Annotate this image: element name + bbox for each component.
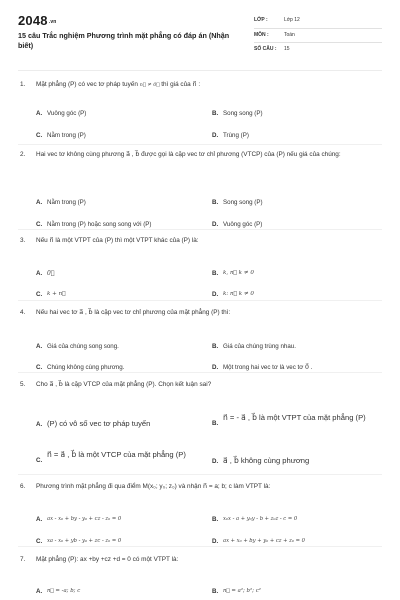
question-7: [18, 555, 382, 595]
question-divider: [18, 300, 382, 301]
header-divider: [18, 70, 382, 71]
option-c[interactable]: C. k + n⃗: [36, 291, 66, 298]
option-d[interactable]: D. Trùng (P): [212, 132, 249, 139]
stem-text: Mặt phẳng (P): ax +by +cz +d = 0 có một VTPT là:: [36, 556, 179, 563]
stem-text: Cho a⃗ , b⃗ là cặp VTCP của mặt phẳng (P). Chọn kết luận sai?: [36, 381, 212, 388]
logo-text: 2048: [18, 13, 48, 28]
question-2: [18, 150, 382, 228]
question-number: 1.: [20, 81, 26, 88]
option-a[interactable]: A. (P) có vô số vec tơ pháp tuyến: [36, 419, 151, 428]
question-5: [18, 380, 382, 465]
info-value: Lớp 12: [284, 17, 300, 23]
question-divider: [18, 546, 382, 547]
question-number: 6.: [20, 483, 26, 490]
info-key: SỐ CÂU :: [254, 46, 277, 52]
stem-math: n⃗ ≠ 0⃗: [139, 82, 160, 88]
page-header: [0, 0, 400, 64]
info-row-class: [254, 14, 382, 29]
option-c[interactable]: C. n⃗ = a⃗ , b⃗ là một VTCP của mặt phẳng (P): [36, 450, 186, 464]
option-d[interactable]: D. Vuông góc (P): [212, 221, 263, 228]
option-b[interactable]: B. k, n⃗ k ≠ 0: [212, 270, 254, 277]
option-d[interactable]: D. k: n⃗ k ≠ 0: [212, 291, 254, 298]
question-stem: [18, 555, 382, 565]
question-divider: [18, 144, 382, 145]
info-row-count: [254, 43, 382, 58]
stem-text: Nếu n⃗ là một VTPT của (P) thì một VTPT khác của (P) là:: [36, 237, 199, 244]
question-number: 4.: [20, 309, 26, 316]
option-c[interactable]: C. xa - x₀ + yb - y₀ + zc - z₀ = 0: [36, 538, 122, 545]
stem-text: Nếu hai vec tơ a⃗ , b⃗ là cặp vec tơ chỉ phương của mặt phẳng (P) thì:: [36, 309, 231, 316]
option-d[interactable]: D. a⃗ , b⃗ không cùng phương: [212, 456, 310, 465]
option-c[interactable]: C. Nằm trong (P): [36, 132, 86, 139]
document-title: 15 câu Trắc nghiệm Phương trình mặt phẳng có đáp án (Nhận biết): [18, 31, 230, 50]
question-stem: [18, 482, 382, 492]
question-3: [18, 236, 382, 298]
question-divider: [18, 372, 382, 373]
site-logo[interactable]: [18, 13, 57, 28]
option-b[interactable]: B. Song song (P): [212, 110, 263, 117]
question-divider: [18, 474, 382, 475]
info-table: [254, 14, 382, 58]
stem-end: thì giá của n⃗ :: [161, 81, 201, 88]
question-stem: [18, 308, 382, 318]
option-a[interactable]: A. ax - x₀ + by - y₀ + cz - z₀ = 0: [36, 516, 122, 523]
option-b[interactable]: B. x₀x - a + y₀y - b + z₀z - c = 0: [212, 516, 298, 523]
info-key: LỚP :: [254, 17, 268, 23]
option-d[interactable]: D. Một trong hai vec tơ là vec tơ 0⃗ .: [212, 364, 313, 371]
option-d[interactable]: D. ax + x₀ + by + y₀ + cz + z₀ = 0: [212, 538, 305, 545]
logo-suffix: .vn: [48, 19, 57, 25]
question-stem: [18, 80, 382, 90]
option-c[interactable]: C. Nằm trong (P) hoặc song song với (P): [36, 221, 152, 228]
stem-text: Phương trình mặt phẳng đi qua điểm M(x₀; y₀; z₀) và nhận n⃗ = a; b; c làm VTPT là:: [36, 483, 271, 490]
info-key: MÔN :: [254, 31, 269, 38]
question-stem: [18, 380, 382, 390]
info-value: 15: [284, 46, 290, 52]
option-a[interactable]: A. 0⃗: [36, 270, 55, 277]
option-b[interactable]: B. n⃗ = a²; b²; c²: [212, 588, 261, 595]
info-value: Toán: [284, 31, 295, 38]
question-4: [18, 308, 382, 371]
question-divider: [18, 229, 382, 230]
question-number: 3.: [20, 237, 26, 244]
stem-text: Mặt phẳng (P) có vec tơ pháp tuyến: [36, 81, 138, 88]
question-number: 2.: [20, 151, 26, 158]
option-a[interactable]: A. Giá của chúng song song.: [36, 343, 119, 350]
question-stem: [18, 236, 382, 246]
info-row-subject: [254, 29, 382, 44]
stem-text: Hai vec tơ không cùng phương a⃗ , b⃗ được gọi là cặp vec tơ chỉ phương (VTCP) của (P) nếu giá của chúng:: [36, 151, 341, 158]
question-6: [18, 482, 382, 545]
option-c[interactable]: C. Chúng không cùng phương.: [36, 364, 125, 371]
option-b[interactable]: B. Song song (P): [212, 199, 263, 206]
question-1: [18, 80, 382, 139]
option-b[interactable]: B. n⃗ = - a⃗ , b⃗ là một VTPT của mặt phẳng (P): [212, 413, 366, 427]
option-a[interactable]: A. Nằm trong (P): [36, 199, 86, 206]
question-number: 5.: [20, 381, 26, 388]
question-stem: [18, 150, 382, 160]
question-number: 7.: [20, 556, 26, 563]
option-a[interactable]: A. n⃗ = -a; b; c: [36, 588, 81, 595]
option-b[interactable]: B. Giá của chúng trùng nhau.: [212, 343, 296, 350]
option-a[interactable]: A. Vuông góc (P): [36, 110, 87, 117]
